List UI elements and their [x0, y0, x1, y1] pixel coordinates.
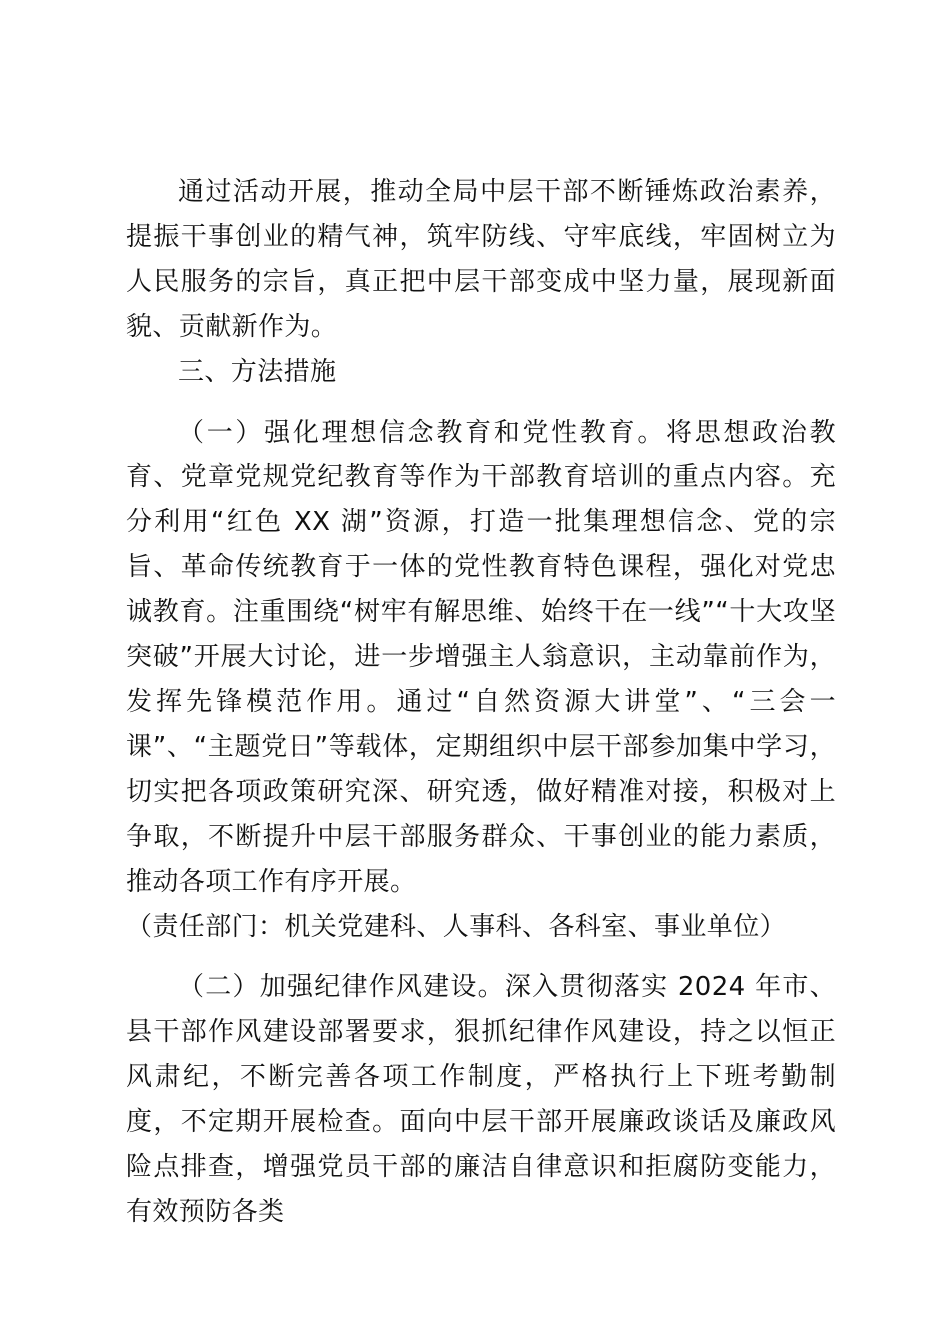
- paragraph-measure-2: （二）加强纪律作风建设。深入贯彻落实 2024 年市、县干部作风建设部署要求，狠抓纪律作风建设，持之以恒正风肃纪，不断完善各项工作制度，严格执行上下班考勤制度，不定期开展检查。面向中层干部开展廉政谈话及廉政风险点排查，增强党员干部的廉洁自律意识和拒腐防变能力，有效预防各类: [126, 972, 836, 1227]
- responsible-departments: （责任部门：机关党建科、人事科、各科室、事业单位）: [126, 911, 787, 942]
- paragraph-measure-1-text: （一）强化理想信念教育和党性教育。将思想政治教育、党章党规党纪教育等作为干部教育培训的重点内容。充分利用“红色 XX 湖”资源，打造一批集理想信念、党的宗旨、革命传统教育于一体的党性教育特色课程，强化对党忠诚教育。注重围绕“树牢有解思维、始终干在一线”“十大攻坚突破”开展大讨论，进一步增强主人翁意识，主动靠前作为，发挥先锋模范作用。通过“自然资源大讲堂”、“三会一课”、“主题党日”等载体，定期组织中层干部参加集中学习，切实把各项政策研究深、研究透，做好精准对接，积极对上争取，不断提升中层干部服务群众、干事创业的能力素质，推动各项工作有序开展。: [126, 417, 836, 897]
- document-body: [126, 170, 836, 1235]
- paragraph-measure-1: [126, 411, 836, 950]
- section-heading: 三、方法措施: [178, 356, 337, 387]
- paragraph-goal: 通过活动开展，推动全局中层干部不断锤炼政治素养，提振干事创业的精气神，筑牢防线、守牢底线，牢固树立为人民服务的宗旨，真正把中层干部变成中坚力量，展现新面貌、贡献新作为。: [126, 177, 836, 342]
